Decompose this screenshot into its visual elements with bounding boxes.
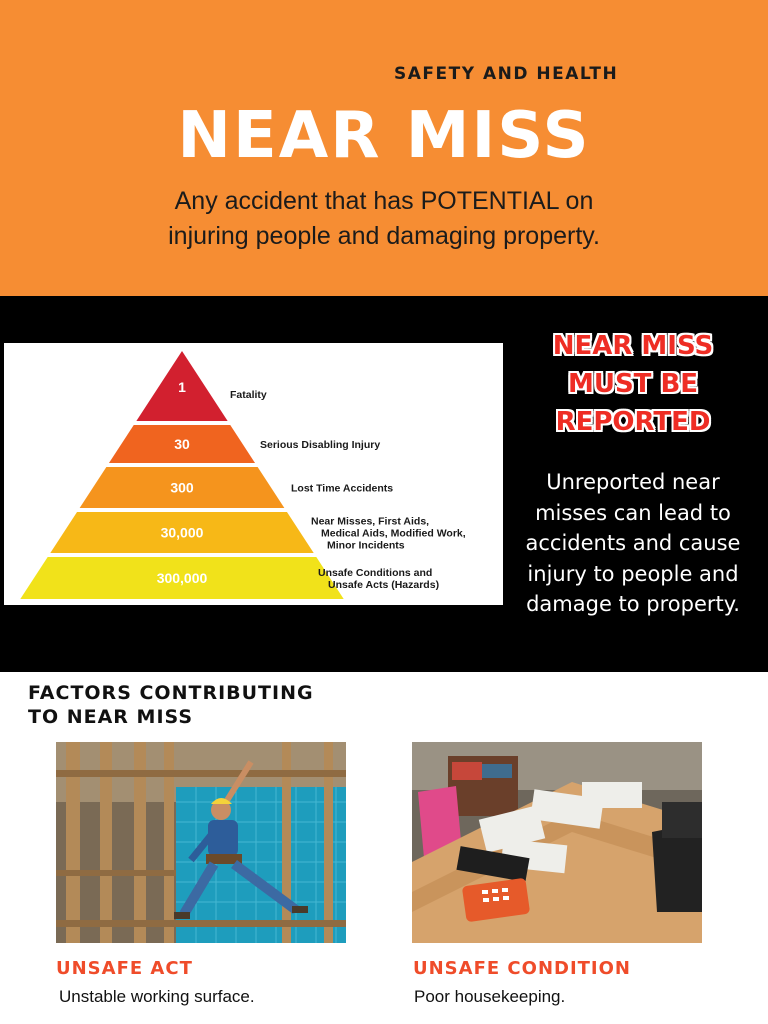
report-heading (512, 327, 754, 441)
pyramid-tier-value: 30,000 (160, 524, 204, 541)
unsafe-condition-description: Poor housekeeping. (414, 987, 566, 1006)
unsafe-act-label: UNSAFE ACT (56, 958, 193, 979)
pyramid-tier-label: Near Misses, First Aids, (311, 515, 430, 528)
pyramid-tier-value: 1 (178, 379, 186, 395)
unsafe-condition-label: UNSAFE CONDITION (413, 958, 631, 979)
unsafe-act-photo (56, 742, 346, 943)
pyramid-tier-value: 30 (174, 436, 190, 452)
report-body-line: Unreported near (546, 470, 720, 494)
pyramid-tier-label: Minor Incidents (327, 539, 405, 552)
unsafe-act-description: Unstable working surface. (59, 987, 255, 1006)
report-body-line: misses can lead to (535, 500, 731, 525)
factors-heading (28, 681, 448, 729)
kicker-label: SAFETY AND HEALTH (394, 64, 619, 84)
header-banner (0, 0, 768, 296)
pyramid-tier-label: Unsafe Acts (Hazards) (328, 579, 440, 591)
subtitle-line: injuring people and damaging property. (168, 222, 600, 250)
report-body-line: accidents and cause (525, 531, 741, 555)
report-heading-line: MUST BE (567, 369, 699, 399)
report-body (502, 467, 764, 620)
pyramid-tier-label: Lost Time Accidents (291, 482, 394, 495)
worker-on-scaffold-image (56, 742, 346, 943)
accident-pyramid-card (4, 343, 503, 605)
report-body-line: damage to property. (526, 592, 740, 616)
accident-pyramid (4, 343, 503, 605)
pyramid-tier-label: Serious Disabling Injury (260, 439, 381, 451)
pyramid-tier-label: Medical Aids, Modified Work, (321, 527, 466, 540)
pyramid-tier-label: Fatality (230, 389, 267, 401)
report-heading-line: NEAR MISS (552, 331, 714, 361)
factors-heading-line: FACTORS CONTRIBUTING (28, 682, 314, 704)
report-heading-line: REPORTED (555, 407, 711, 437)
report-body-line: injury to people and (527, 561, 739, 586)
pyramid-tier-value: 300,000 (156, 570, 208, 586)
page-subtitle (60, 184, 708, 254)
page-title: NEAR MISS (177, 99, 591, 173)
pyramid-tier-value: 300 (170, 479, 194, 496)
unsafe-condition-photo (412, 742, 702, 943)
pyramid-tier-label: Unsafe Conditions and (318, 567, 433, 579)
subtitle-line: Any accident that has POTENTIAL on (174, 187, 594, 215)
factors-heading-line: TO NEAR MISS (28, 706, 194, 728)
messy-office-desk-image (412, 742, 702, 943)
